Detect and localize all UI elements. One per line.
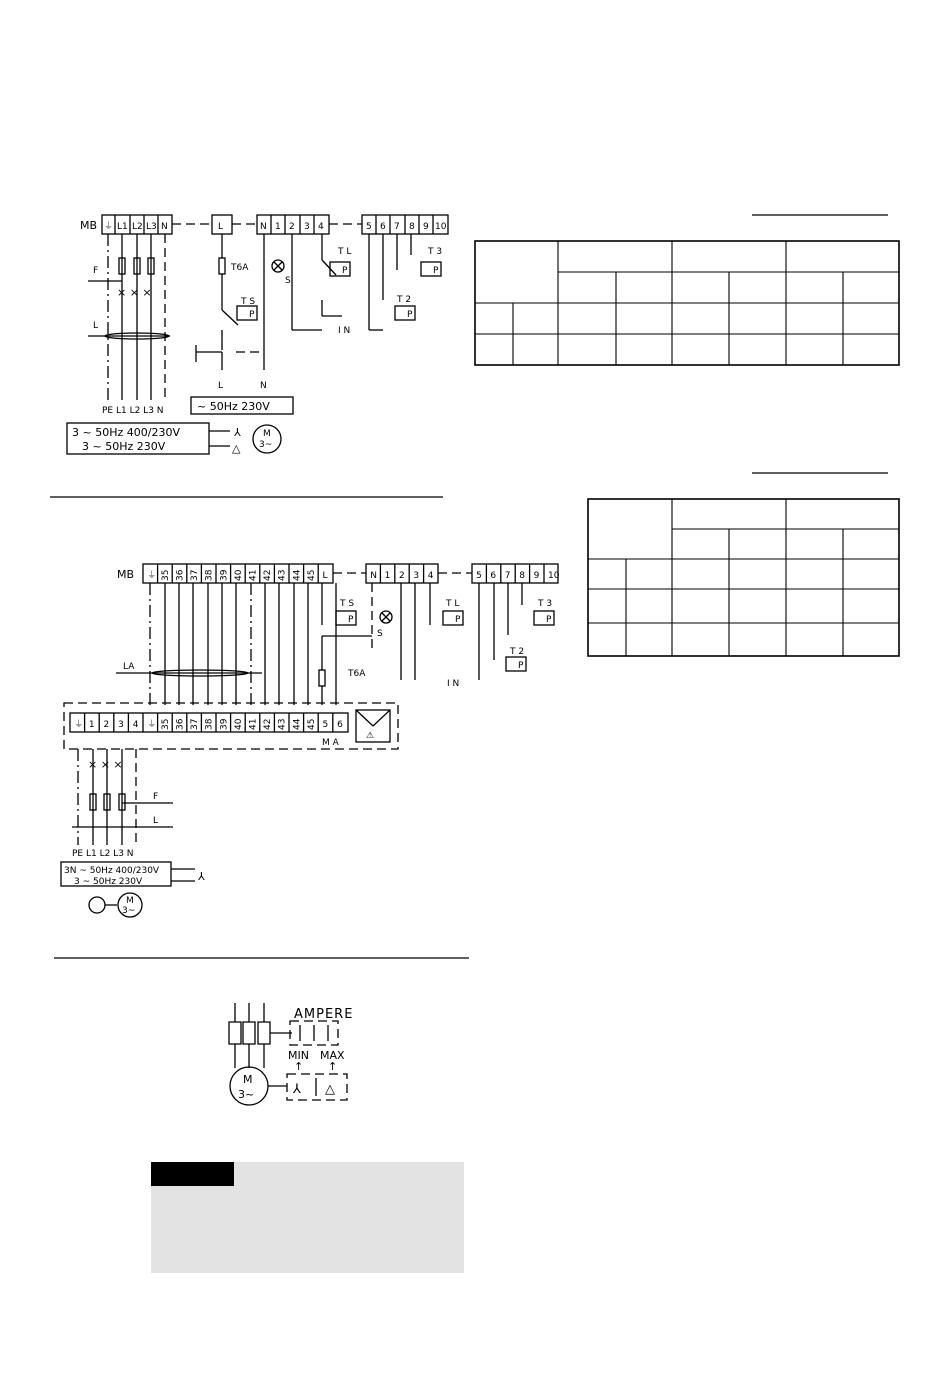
mb-label-1: MB (80, 219, 98, 232)
t1-8: 8 (409, 222, 415, 232)
terminal-label: 36 (175, 718, 186, 730)
bottom-terminals-2: PE L1 L2 L3 N (72, 849, 134, 859)
diagram-3 (229, 1003, 353, 1105)
terminal-label: 6 (337, 720, 343, 730)
table-2 (588, 499, 899, 656)
terminal-label: 10 (548, 571, 560, 581)
terminal-label: 1 (384, 571, 391, 581)
motor-label-1: M (263, 429, 271, 439)
terminal-label: 4 (132, 720, 139, 730)
terminal-label: 45 (306, 569, 317, 581)
label-tl: T L (338, 247, 352, 257)
label-s-2: S (377, 629, 383, 639)
terminal-label: 37 (190, 718, 201, 730)
diagram-1 (67, 215, 448, 455)
svg-text:× × ×: × × × (88, 758, 123, 771)
note-tag (151, 1162, 234, 1186)
terminal-label: 35 (160, 569, 171, 581)
terminal-label: 1 (88, 720, 95, 730)
t1-L: L (218, 222, 224, 232)
label-la: LA (123, 662, 135, 672)
terminal-label: 2 (103, 720, 110, 730)
label-s: S (285, 276, 291, 286)
label-t6a-2: T6A (348, 669, 366, 679)
pump-icon (89, 897, 105, 913)
motor-sub-2: 3~ (122, 906, 136, 916)
min-label: MIN (288, 1049, 309, 1062)
terminal-label: 6 (490, 571, 497, 581)
terminal-label: 40 (233, 718, 244, 730)
t1-L1: L1 (117, 222, 128, 232)
svg-text:P: P (518, 661, 524, 671)
svg-text:P: P (342, 266, 348, 276)
terminal-label: 41 (248, 569, 259, 581)
terminal-label: ⏚ (147, 571, 157, 581)
arrow-up-icon: ↑ (294, 1060, 304, 1073)
t1-5: 5 (366, 222, 372, 232)
t1-9: 9 (423, 222, 429, 232)
label-ts-2: T S (340, 599, 355, 609)
terminal-label: 2 (399, 571, 405, 581)
terminal-label: ⏚ (147, 720, 157, 730)
t1-N2: N (260, 222, 267, 232)
terminal-label: 44 (292, 569, 303, 581)
t1-10: 10 (435, 222, 447, 232)
terminal-label: N (370, 571, 377, 581)
terminal-label: 43 (277, 718, 288, 730)
label-p: P (249, 310, 255, 320)
motor-sub-3: 3~ (238, 1088, 255, 1101)
supply-2-line2: 3 ~ 50Hz 230V (74, 877, 143, 887)
supply-2-line1: 3N ~ 50Hz 400/230V (64, 866, 160, 876)
svg-text:⏚: ⏚ (104, 222, 114, 232)
label-ts: T S (241, 297, 256, 307)
label-t6a: T6A (231, 263, 249, 273)
label-t2: T 2 (397, 295, 412, 305)
terminal-label: 45 (306, 718, 317, 730)
label-f-2: F (153, 792, 159, 802)
terminal-label: 3 (413, 571, 420, 581)
terminal-label: 44 (292, 718, 303, 730)
terminal-label: 39 (219, 569, 230, 581)
t1-3: 3 (304, 222, 310, 232)
supply-three-2: 3 ~ 50Hz 230V (82, 440, 166, 453)
bottom-terminals-1: PE L1 L2 L3 N (102, 406, 164, 416)
terminal-label: 41 (248, 718, 259, 730)
t1-L3: L3 (146, 222, 157, 232)
svg-text:P: P (455, 615, 461, 625)
label-tl-2: T L (446, 599, 460, 609)
supply-single: ~ 50Hz 230V (197, 400, 270, 413)
label-nw: N (260, 381, 267, 391)
svg-text:× × ×: × × × (117, 286, 152, 299)
arrow-up-icon: ↑ (328, 1060, 338, 1073)
svg-text:⚠: ⚠ (366, 731, 375, 741)
label-ma: M A (322, 738, 339, 748)
terminal-label: 38 (204, 569, 215, 581)
terminal-label: 36 (175, 569, 186, 581)
terminal-label: 7 (504, 571, 511, 581)
t1-7: 7 (394, 222, 400, 232)
fuse-icon (219, 258, 225, 274)
terminal-label: L (322, 571, 328, 581)
svg-text:P: P (433, 266, 439, 276)
terminal-label: 5 (322, 720, 329, 730)
label-t3: T 3 (428, 247, 443, 257)
motor-sub-1: 3~ (259, 440, 273, 450)
terminal-label: 4 (427, 571, 434, 581)
t1-2: 2 (289, 222, 295, 232)
ampere-label: AMPERE (294, 1007, 354, 1022)
label-in: I N (338, 326, 351, 336)
svg-text:P: P (348, 615, 354, 625)
terminal-label: 35 (160, 718, 171, 730)
terminal-label: 39 (219, 718, 230, 730)
motor-label-2: M (126, 896, 134, 906)
terminal-label: 40 (233, 569, 244, 581)
terminal-label: 38 (204, 718, 215, 730)
t1-1: 1 (275, 222, 281, 232)
terminal-label: 42 (263, 718, 274, 730)
terminal-label: 5 (476, 571, 482, 581)
max-label: MAX (320, 1049, 345, 1062)
svg-text:P: P (407, 310, 413, 320)
svg-text:P: P (546, 615, 552, 625)
delta-icon: △ (325, 1082, 336, 1097)
label-F: F (93, 266, 99, 276)
diagram-2 (61, 564, 560, 917)
t1-4: 4 (318, 222, 324, 232)
terminal-label: 43 (277, 569, 288, 581)
t1-6: 6 (380, 222, 386, 232)
mb-label-2: MB (117, 568, 135, 581)
label-lw: L (218, 381, 224, 391)
label-in-2: I N (447, 679, 460, 689)
label-t3-2: T 3 (538, 599, 553, 609)
terminal-label: 3 (118, 720, 124, 730)
supply-three-1: 3 ~ 50Hz 400/230V (72, 426, 180, 439)
star-icon: ⅄ (198, 870, 205, 883)
star-icon: ⅄ (293, 1082, 302, 1097)
motor-label-3: M (243, 1073, 253, 1086)
delta-icon: △ (232, 442, 241, 455)
table-1 (475, 241, 899, 365)
label-t2-2: T 2 (510, 647, 525, 657)
terminal-label: 9 (533, 571, 540, 581)
t1-L2: L2 (132, 222, 143, 232)
label-L: L (93, 321, 99, 331)
label-l-2: L (153, 816, 159, 826)
terminal-label: 8 (519, 571, 525, 581)
star-icon: ⅄ (234, 426, 241, 439)
note-box (151, 1162, 464, 1273)
terminal-label: ⏚ (74, 720, 84, 730)
terminal-label: 37 (190, 569, 201, 581)
terminal-label: 42 (263, 569, 274, 581)
t1-N: N (161, 222, 168, 232)
fuse-icon (319, 670, 325, 686)
